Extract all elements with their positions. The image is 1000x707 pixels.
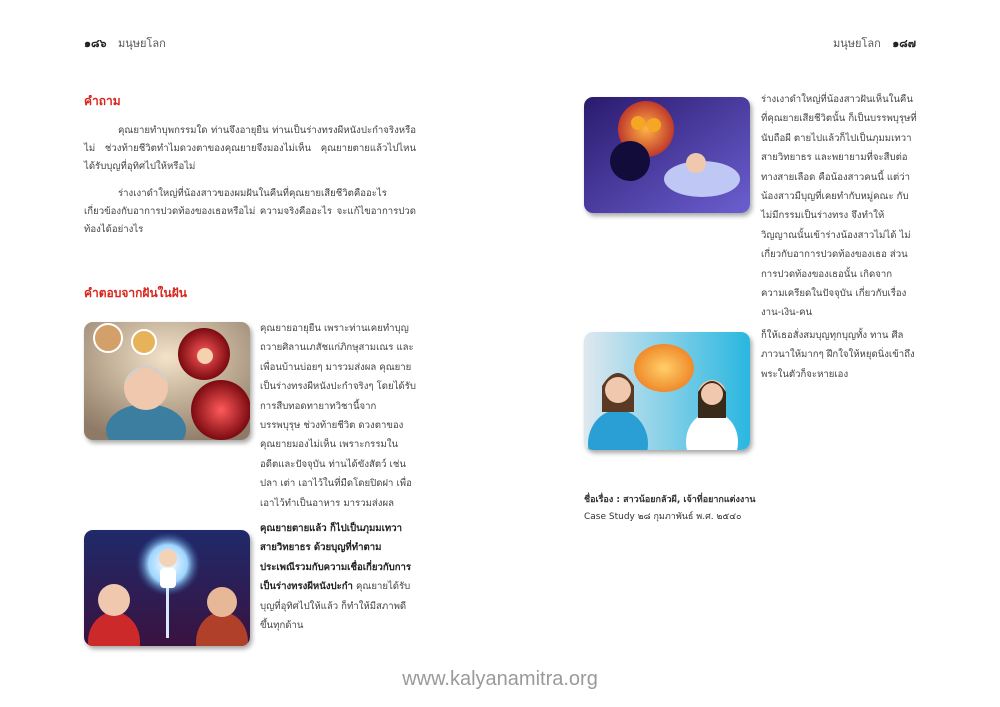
illustration-grandmother xyxy=(84,322,250,440)
answer-block-2-bold: คุณยายตายแล้ว ก็ไปเป็นภุมมเทวา สายวิทยาธร ด้วยบุญที่ทำตามประเพณีรวมกับความเชื่อเกี่ยวกับการเป็นร่างทรงผีหนังปะกำ xyxy=(260,523,412,593)
illustration-dream xyxy=(584,97,750,213)
answer-block-1: คุณยายอายุยืน เพราะท่านเคยทำบุญถวายศิลานเภสัชแก่ภิกษุสามเณร และเพื่อนบ้านบ่อยๆ มารวมส่งผล คุณยายเป็นร่างทรงผีหนังปะกำจริงๆ โดยได้รับการสืบทอดทายาทวิชานี้จากบรรพบุรุษ ช่วงท้ายชีวิต ดวงตาของคุณยายมองไม่เห็น เพราะกรรมในอดีตและปัจจุบัน ท่านได้ขังสัตว์ เช่น ปลา เต่า เอาไว้ในที่มืดโดยปิดฝา เพื่อเอาไว้ทำเป็นอาหาร มารวมส่งผล xyxy=(260,323,416,509)
left-page-number: ๑๘๖ xyxy=(84,37,107,50)
answer-heading: คำตอบจากฝันในฝัน xyxy=(84,286,187,300)
question-heading: คำถาม xyxy=(84,94,121,108)
question-paragraph-1: คุณยายทำบุพกรรมใด ท่านจึงอายุยืน ท่านเป็นร่างทรงผีหนังปะกำจริงหรือไม่ ช่วงท้ายชีวิตทำไมดวงตาของคุณยายจึงมองไม่เห็น คุณยายตายแล้วไปไหน ได้รับบุญที่อุทิศไปให้หรือไม่ xyxy=(84,125,416,172)
right-header-title: มนุษยโลก xyxy=(832,37,881,50)
illustration-meditation xyxy=(584,332,750,450)
left-header xyxy=(84,34,166,52)
footer-url[interactable]: www.kalyanamitra.org xyxy=(402,668,598,690)
case-caption xyxy=(584,492,884,526)
right-header xyxy=(833,34,916,52)
left-header-title: มนุษยโลก xyxy=(117,37,166,50)
case-caption-date: Case Study ๒๘ กุมภาพันธ์ พ.ศ. ๒๕๔๐ xyxy=(584,512,742,522)
right-block-2: ก็ให้เธอสั่งสมบุญทุกบุญทั้ง ทาน ศีล ภาวนาให้มากๆ ฝึกใจให้หยุดนิ่งเข้าถึงพระในตัวก็จะหายเอง xyxy=(761,330,915,380)
question-paragraph-2: ร่างเงาดำใหญ่ที่น้องสาวของผมฝันในคืนที่คุณยายเสียชีวิตคืออะไร เกี่ยวข้องกับอาการปวดท้องของเธอหรือไม่ ความจริงคืออะไร จะแก้ไขอาการปวดท้องได้อย่างไร xyxy=(84,188,416,235)
illustration-deva xyxy=(84,530,250,646)
answer-block-2 xyxy=(260,519,416,635)
right-page-number: ๑๘๗ xyxy=(892,37,916,50)
answer-block-2-rest: คุณยายได้รับบุญที่อุทิศไปให้แล้ว ก็ทำให้มีสภาพดีขึ้นทุกด้าน xyxy=(260,581,411,632)
case-caption-title: ชื่อเรื่อง : สาวน้อยกลัวผี, เจ้าที่อยากแต่งงาน xyxy=(584,495,756,505)
right-block-1: ร่างเงาดำใหญ่ที่น้องสาวฝันเห็นในคืนที่คุณยายเสียชีวิตนั้น ก็เป็นบรรพบุรุษที่นับถือผี ตายไปแล้วก็ไปเป็นภุมมเทวา สายวิทยาธร และพยายามที่จะสืบต่อทางสายเลือด คือน้องสาวคนนี้ แต่ว่าน้องสาวมีบุญที่เคยทำกับหมู่คณะ กับไม่มีกรรมเป็นร่างทรง จึงทำให้วิญญาณนั้นเข้าร่างน้องสาวไม่ได้ ไม่เกี่ยวกับอาการปวดท้องของเธอ ส่วนการปวดท้องของเธอนั้น เกิดจากความเครียดในปัจจุบัน เกี่ยวกับเรื่องงาน-เงิน-คน xyxy=(761,94,917,319)
